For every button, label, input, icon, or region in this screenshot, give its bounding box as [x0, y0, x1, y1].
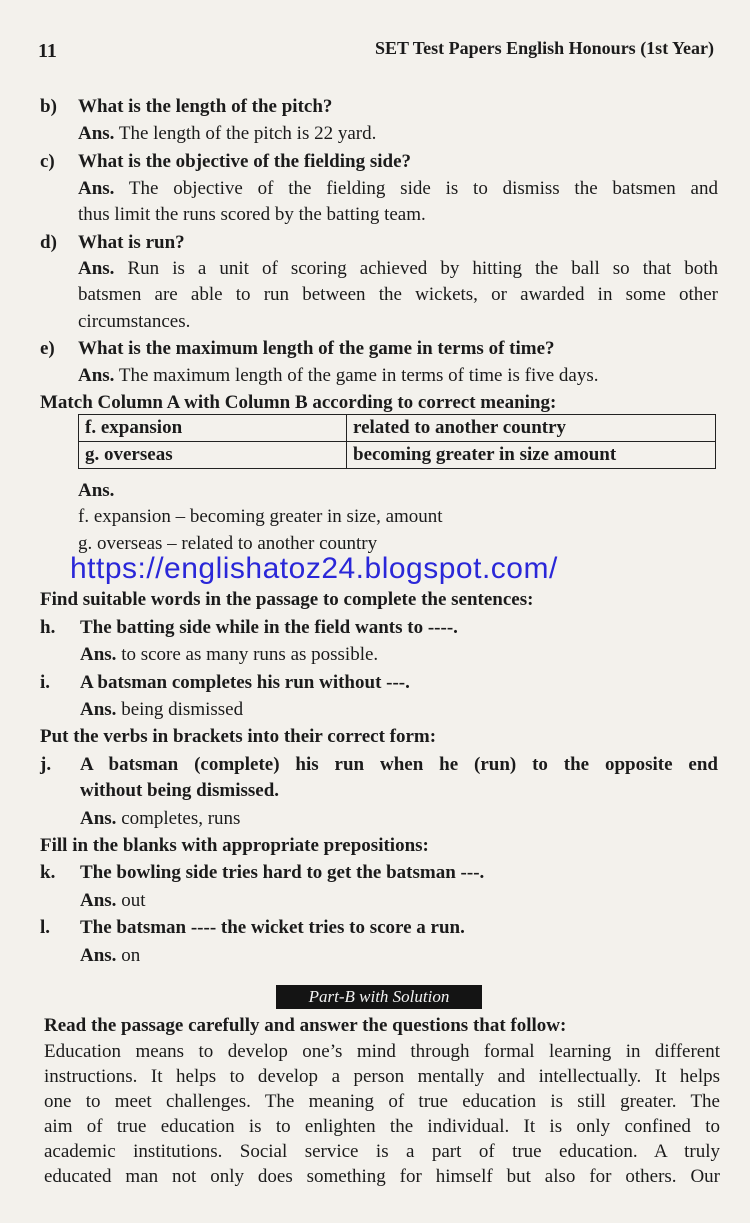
- page-number: 11: [38, 40, 57, 62]
- question-label-k: k.: [40, 862, 56, 883]
- question-d: What is run?: [78, 232, 185, 253]
- answer-i: [80, 699, 243, 721]
- question-label-b: b): [40, 96, 57, 117]
- answer-d-line1: [78, 258, 718, 280]
- match-heading: Match Column A with Column B according to correct meaning:: [40, 392, 557, 413]
- fill-heading: Fill in the blanks with appropriate prepositions:: [40, 835, 429, 856]
- table-row: [79, 442, 716, 469]
- passage-line: aim of true education is to enlighten the individual. It is only confined to: [44, 1116, 720, 1137]
- passage-line: academic institutions. Social service is a part of true education. A truly: [44, 1141, 720, 1162]
- answer-text: being dismissed: [121, 699, 244, 720]
- match-answer-1: f. expansion – becoming greater in size, amount: [78, 506, 443, 527]
- answer-label: Ans.: [78, 123, 115, 144]
- question-k: The bowling side tries hard to get the batsman ---.: [80, 862, 485, 883]
- answer-k: [80, 890, 145, 912]
- answer-c-line2: thus limit the runs scored by the batting team.: [78, 204, 426, 225]
- answer-label: Ans.: [80, 644, 117, 665]
- watermark-url: https://englishatoz24.blogspot.com/: [70, 552, 558, 585]
- table-cell: g. overseas: [79, 442, 347, 469]
- answer-e: [78, 365, 599, 387]
- answer-d-line2: batsmen are able to run between the wickets, or awarded in some other: [78, 284, 718, 305]
- question-b: What is the length of the pitch?: [78, 96, 333, 117]
- passage-line: one to meet challenges. The meaning of true education is still greater. The: [44, 1091, 720, 1112]
- question-label-c: c): [40, 151, 55, 172]
- passage-line: instructions. It helps to develop a person mentally and intellectually. It helps: [44, 1066, 720, 1087]
- answer-text: The maximum length of the game in terms of time is five days.: [118, 365, 599, 386]
- part-b-banner: Part-B with Solution: [276, 985, 482, 1009]
- question-c: What is the objective of the fielding side?: [78, 151, 412, 172]
- answer-text: The length of the pitch is 22 yard.: [118, 123, 377, 144]
- answer-label: Ans.: [78, 365, 115, 386]
- table-cell: becoming greater in size amount: [347, 442, 716, 469]
- answer-text: The objective of the fielding side is to dismiss the batsmen and: [128, 178, 718, 199]
- answer-text: completes, runs: [121, 808, 241, 829]
- question-j-line2: without being dismissed.: [80, 780, 280, 801]
- question-label-j: j.: [40, 754, 52, 775]
- verbs-heading: Put the verbs in brackets into their correct form:: [40, 726, 437, 747]
- question-label-l: l.: [40, 917, 51, 938]
- answer-c-line1: [78, 178, 718, 200]
- question-h: The batting side while in the field wants to ----.: [80, 617, 458, 638]
- find-heading: Find suitable words in the passage to complete the sentences:: [40, 589, 534, 610]
- answer-text: on: [121, 945, 141, 966]
- answer-h: [80, 644, 378, 666]
- answer-label: Ans.: [78, 178, 115, 199]
- answer-label: Ans.: [80, 945, 117, 966]
- question-label-e: e): [40, 338, 55, 359]
- answer-label: Ans.: [78, 258, 115, 279]
- match-answer-label: Ans.: [78, 480, 115, 501]
- answer-b: [78, 123, 376, 145]
- table-row: [79, 415, 716, 442]
- part-b-heading: Read the passage carefully and answer the questions that follow:: [44, 1015, 567, 1036]
- answer-text: to score as many runs as possible.: [121, 644, 379, 665]
- answer-text: Run is a unit of scoring achieved by hitting the ball so that both: [127, 258, 719, 279]
- answer-j: [80, 808, 240, 830]
- answer-label: Ans.: [80, 699, 117, 720]
- question-e: What is the maximum length of the game in terms of time?: [78, 338, 555, 359]
- question-label-d: d): [40, 232, 57, 253]
- answer-text: out: [121, 890, 146, 911]
- match-answer-2: g. overseas – related to another country: [78, 533, 378, 554]
- answer-label: Ans.: [80, 890, 117, 911]
- match-table: [78, 414, 716, 469]
- question-i: A batsman completes his run without ---.: [80, 672, 410, 693]
- question-label-i: i.: [40, 672, 51, 693]
- question-l: The batsman ---- the wicket tries to score a run.: [80, 917, 465, 938]
- running-header-title: SET Test Papers English Honours (1st Year): [374, 38, 714, 58]
- question-label-h: h.: [40, 617, 56, 638]
- answer-l: [80, 945, 140, 967]
- table-cell: f. expansion: [79, 415, 347, 442]
- answer-d-line3: circumstances.: [78, 311, 191, 332]
- passage-line: educated man not only does something for himself but also for others. Our: [44, 1166, 720, 1187]
- passage-line: Education means to develop one’s mind through formal learning in different: [44, 1041, 720, 1062]
- answer-label: Ans.: [80, 808, 117, 829]
- question-j-line1: A batsman (complete) his run when he (run) to the opposite end: [80, 754, 718, 775]
- table-cell: related to another country: [347, 415, 716, 442]
